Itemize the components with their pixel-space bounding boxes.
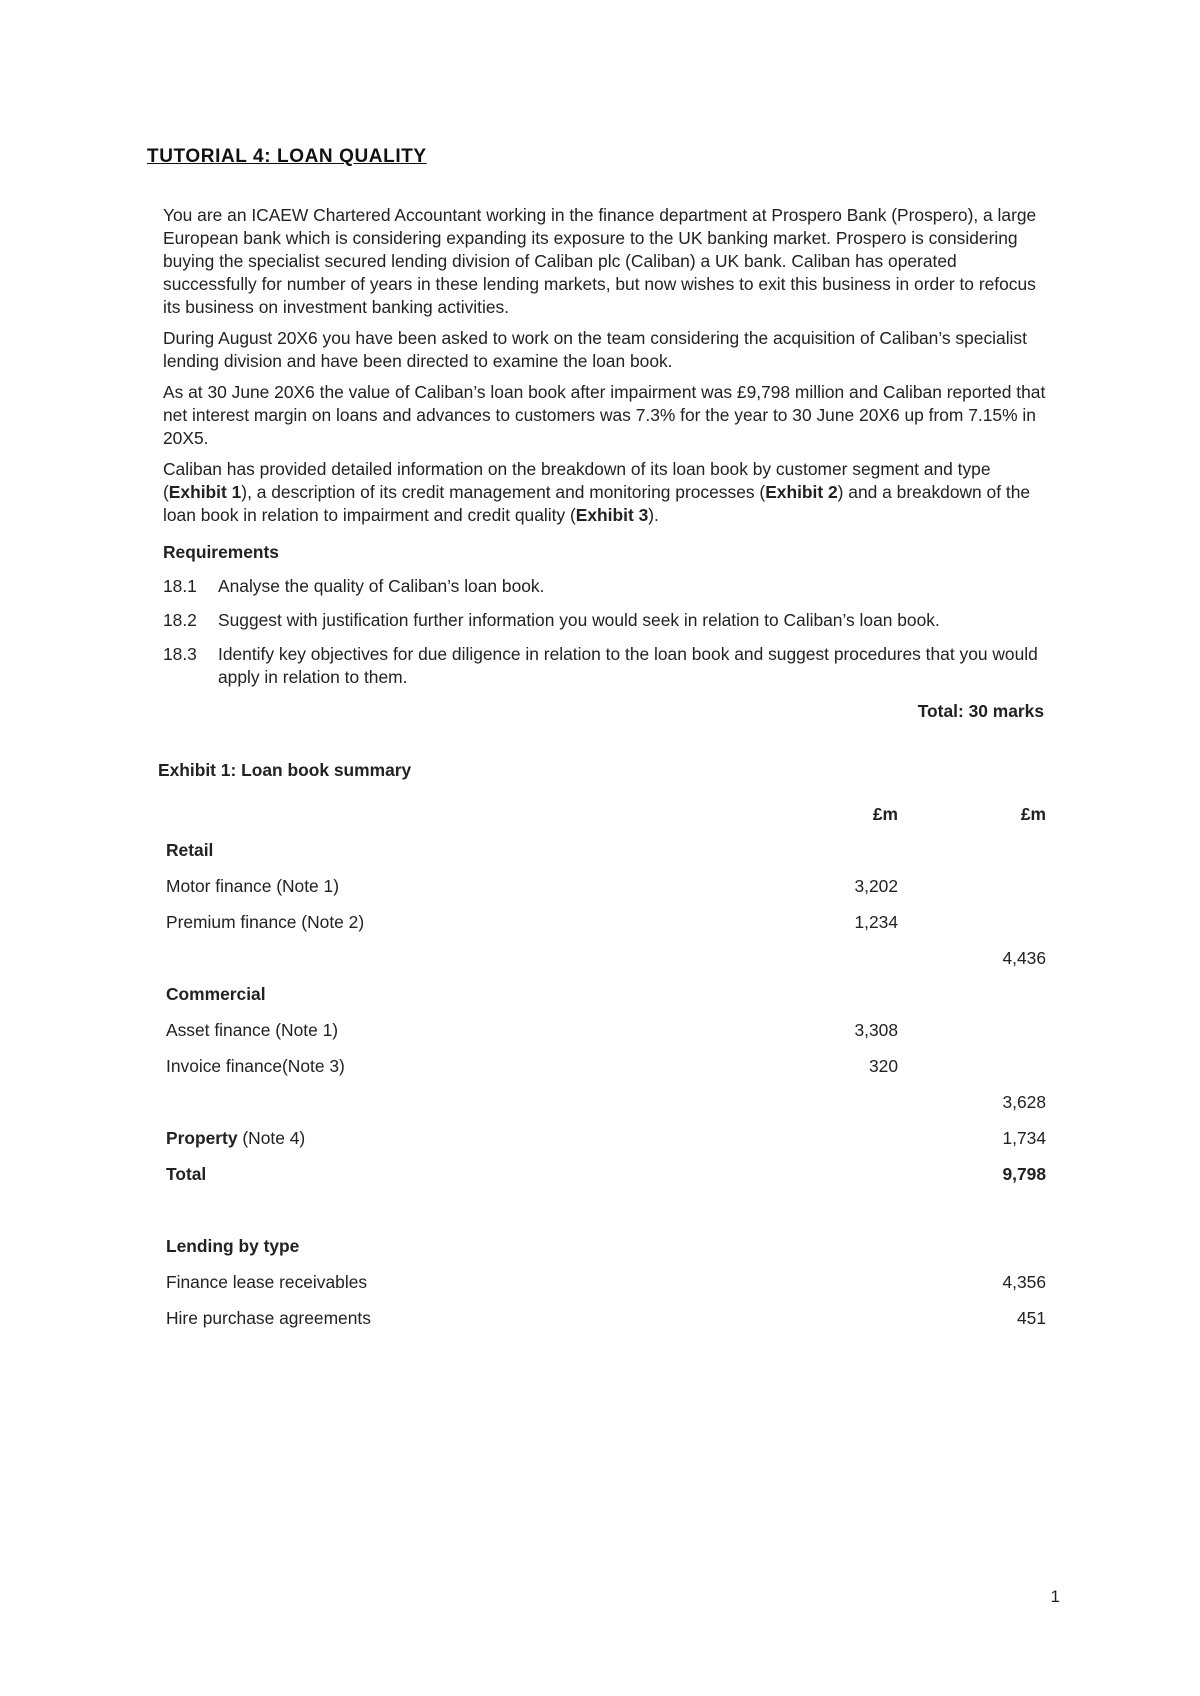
exhibit-3-ref: Exhibit 3 bbox=[575, 505, 649, 525]
table-row bbox=[160, 904, 1054, 940]
exhibit-1-title: Exhibit 1: Loan book summary bbox=[158, 760, 412, 780]
premium-finance-label: Premium finance (Note 2) bbox=[166, 911, 365, 932]
table-row bbox=[160, 1048, 1054, 1084]
table-row bbox=[160, 1228, 1054, 1264]
requirement-item bbox=[163, 643, 1048, 689]
table-row bbox=[160, 1264, 1054, 1300]
lending-by-type-heading: Lending by type bbox=[166, 1235, 300, 1256]
asset-finance-label: Asset finance (Note 1) bbox=[166, 1019, 339, 1040]
property-note: (Note 4) bbox=[237, 1127, 306, 1148]
col1-header: £m bbox=[872, 803, 898, 824]
p4-text-d: ). bbox=[648, 505, 659, 525]
table-row bbox=[160, 1156, 1054, 1192]
requirement-item bbox=[163, 609, 1048, 632]
intro-paragraph-1: You are an ICAEW Chartered Accountant working in the finance department at Prospero Bank (Prospero), a large European bank which is considering expanding its exposure to the UK banking market. Prospero is considering buying the specialist secured lending division of Caliban plc (Caliban) a UK bank. Caliban has operated successfully for number of years in these lending markets, but now wishes to exit this business in order to refocus its business on investment banking activities. bbox=[163, 205, 1037, 317]
exhibit-1-ref: Exhibit 1 bbox=[168, 482, 242, 502]
requirement-number: 18.2 bbox=[163, 610, 197, 630]
requirement-text: Analyse the quality of Caliban’s loan book. bbox=[218, 576, 545, 596]
motor-finance-value: 3,202 bbox=[854, 875, 898, 896]
requirement-number: 18.3 bbox=[163, 644, 197, 664]
table-row bbox=[160, 1120, 1054, 1156]
finance-lease-value: 4,356 bbox=[1002, 1271, 1046, 1292]
table-row bbox=[160, 832, 1054, 868]
total-label: Total bbox=[166, 1163, 207, 1184]
table-row bbox=[160, 1084, 1054, 1120]
table-row bbox=[160, 940, 1054, 976]
table-row bbox=[160, 1300, 1054, 1336]
requirement-item bbox=[163, 575, 1048, 598]
hire-purchase-label: Hire purchase agreements bbox=[166, 1307, 371, 1328]
col2-header: £m bbox=[1020, 803, 1046, 824]
header-label-cell bbox=[160, 796, 788, 832]
finance-lease-label: Finance lease receivables bbox=[166, 1271, 368, 1292]
requirement-number: 18.1 bbox=[163, 576, 197, 596]
requirement-text: Identify key objectives for due diligence in relation to the loan book and suggest procedures that you would apply in relation to them. bbox=[218, 644, 1038, 687]
property-label: Property bbox=[166, 1127, 238, 1148]
intro-paragraph-3: As at 30 June 20X6 the value of Caliban’s loan book after impairment was £9,798 million and Caliban reported that net interest margin on loans and advances to customers was 7.3% for the year to 30 June 20X6 up from 7.15% in 20X5. bbox=[163, 382, 1046, 448]
invoice-finance-label: Invoice finance(Note 3) bbox=[166, 1055, 345, 1076]
p4-text-c: ) and a breakdown of the loan book in relation to impairment and credit quality ( bbox=[163, 482, 1031, 525]
retail-heading: Retail bbox=[166, 839, 214, 860]
page-title: TUTORIAL 4: LOAN QUALITY bbox=[147, 146, 427, 167]
commercial-heading: Commercial bbox=[166, 983, 266, 1004]
spacer-row bbox=[160, 1192, 1054, 1228]
commercial-subtotal: 3,628 bbox=[1002, 1091, 1046, 1112]
premium-finance-value: 1,234 bbox=[854, 911, 898, 932]
table-row bbox=[160, 1012, 1054, 1048]
retail-subtotal: 4,436 bbox=[1002, 947, 1046, 968]
invoice-finance-value: 320 bbox=[868, 1055, 898, 1076]
total-value: 9,798 bbox=[1002, 1163, 1046, 1184]
loan-book-table bbox=[160, 796, 1054, 1336]
p4-text-b: ), a description of its credit management and monitoring processes ( bbox=[241, 482, 766, 502]
asset-finance-value: 3,308 bbox=[854, 1019, 898, 1040]
property-value: 1,734 bbox=[1002, 1127, 1046, 1148]
requirement-text: Suggest with justification further information you would seek in relation to Caliban’s loan book. bbox=[218, 610, 940, 630]
requirements-heading: Requirements bbox=[163, 542, 279, 562]
page-number: 1 bbox=[1050, 1587, 1060, 1606]
intro-paragraph-2: During August 20X6 you have been asked to work on the team considering the acquisition of Caliban’s specialist lending division and have been directed to examine the loan book. bbox=[163, 328, 1027, 371]
intro-section bbox=[163, 204, 1048, 723]
total-marks: Total: 30 marks bbox=[917, 701, 1044, 721]
hire-purchase-value: 451 bbox=[1016, 1307, 1046, 1328]
table-header-row bbox=[160, 796, 1054, 832]
p4-text-a: Caliban has provided detailed information on the breakdown of its loan book by customer segment and type ( bbox=[163, 459, 991, 502]
intro-paragraph-4 bbox=[163, 458, 1048, 527]
exhibit-2-ref: Exhibit 2 bbox=[765, 482, 838, 502]
property-label-cell bbox=[160, 1120, 788, 1156]
motor-finance-label: Motor finance (Note 1) bbox=[166, 875, 340, 896]
table-row bbox=[160, 868, 1054, 904]
table-row bbox=[160, 976, 1054, 1012]
